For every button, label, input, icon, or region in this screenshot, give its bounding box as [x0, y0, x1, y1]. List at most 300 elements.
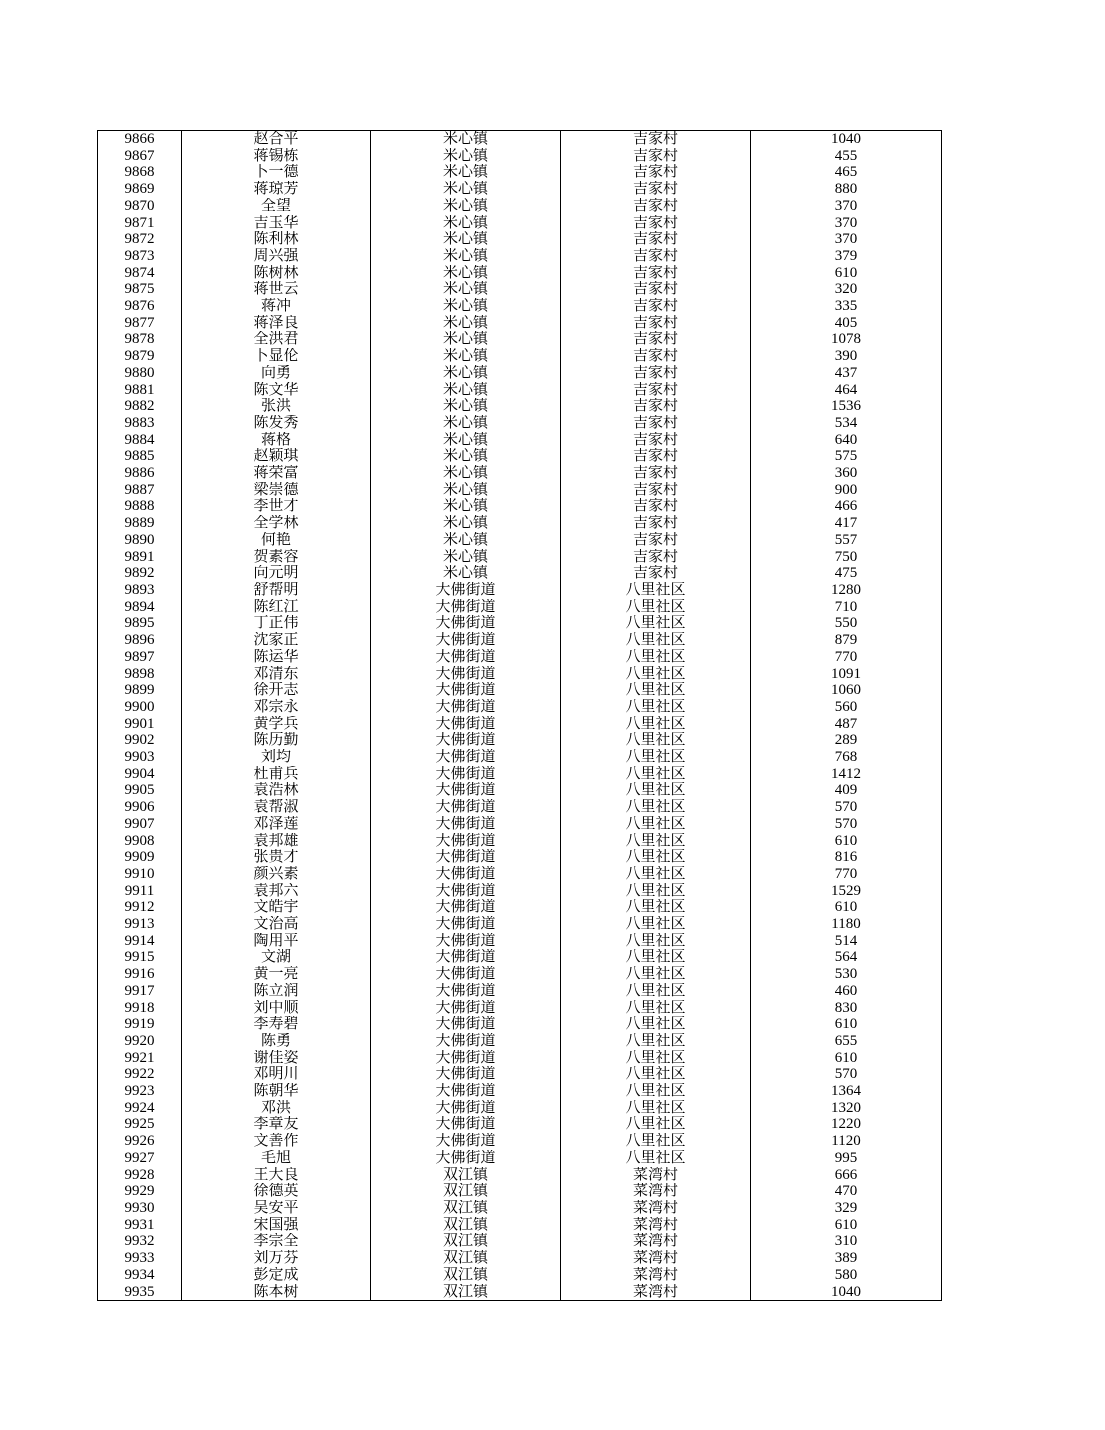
village-cell: 吉家村 — [561, 432, 751, 449]
name-cell: 赵合平 — [182, 131, 371, 148]
amount-cell: 570 — [751, 1066, 942, 1083]
village-cell: 菜湾村 — [561, 1217, 751, 1234]
table-row — [98, 315, 942, 332]
village-cell: 八里社区 — [561, 615, 751, 632]
town-cell: 大佛街道 — [371, 632, 561, 649]
town-cell: 大佛街道 — [371, 682, 561, 699]
town-cell: 米心镇 — [371, 415, 561, 432]
row-number-cell: 9906 — [98, 799, 182, 816]
amount-cell: 1078 — [751, 331, 942, 348]
village-cell: 八里社区 — [561, 732, 751, 749]
amount-cell: 550 — [751, 615, 942, 632]
town-cell: 大佛街道 — [371, 799, 561, 816]
table-row — [98, 1000, 942, 1017]
town-cell: 大佛街道 — [371, 849, 561, 866]
town-cell: 米心镇 — [371, 315, 561, 332]
village-cell: 八里社区 — [561, 1016, 751, 1033]
village-cell: 吉家村 — [561, 315, 751, 332]
name-cell: 陈朝华 — [182, 1083, 371, 1100]
amount-cell: 575 — [751, 448, 942, 465]
amount-cell: 409 — [751, 782, 942, 799]
row-number-cell: 9902 — [98, 732, 182, 749]
village-cell: 吉家村 — [561, 164, 751, 181]
name-cell: 全洪君 — [182, 331, 371, 348]
village-cell: 吉家村 — [561, 265, 751, 282]
name-cell: 彭定成 — [182, 1267, 371, 1284]
town-cell: 米心镇 — [371, 281, 561, 298]
name-cell: 邓泽莲 — [182, 816, 371, 833]
amount-cell: 1040 — [751, 131, 942, 148]
name-cell: 全学林 — [182, 515, 371, 532]
amount-cell: 580 — [751, 1267, 942, 1284]
name-cell: 徐德英 — [182, 1183, 371, 1200]
row-number-cell: 9869 — [98, 181, 182, 198]
village-cell: 八里社区 — [561, 849, 751, 866]
name-cell: 蒋世云 — [182, 281, 371, 298]
amount-cell: 475 — [751, 565, 942, 582]
name-cell: 蒋锡栋 — [182, 148, 371, 165]
table-row — [98, 716, 942, 733]
amount-cell: 417 — [751, 515, 942, 532]
amount-cell: 879 — [751, 632, 942, 649]
village-cell: 八里社区 — [561, 1100, 751, 1117]
village-cell: 八里社区 — [561, 682, 751, 699]
name-cell: 陈树林 — [182, 265, 371, 282]
town-cell: 大佛街道 — [371, 615, 561, 632]
village-cell: 吉家村 — [561, 281, 751, 298]
name-cell: 袁邦六 — [182, 883, 371, 900]
name-cell: 文治高 — [182, 916, 371, 933]
name-cell: 丁正伟 — [182, 615, 371, 632]
village-cell: 八里社区 — [561, 966, 751, 983]
name-cell: 黄一亮 — [182, 966, 371, 983]
row-number-cell: 9927 — [98, 1150, 182, 1167]
name-cell: 刘均 — [182, 749, 371, 766]
table-row — [98, 1250, 942, 1267]
village-cell: 八里社区 — [561, 1000, 751, 1017]
row-number-cell: 9873 — [98, 248, 182, 265]
table-row — [98, 398, 942, 415]
town-cell: 大佛街道 — [371, 1100, 561, 1117]
village-cell: 八里社区 — [561, 782, 751, 799]
town-cell: 大佛街道 — [371, 1133, 561, 1150]
row-number-cell: 9914 — [98, 933, 182, 950]
table-row — [98, 766, 942, 783]
town-cell: 双江镇 — [371, 1267, 561, 1284]
name-cell: 陈红江 — [182, 599, 371, 616]
name-cell: 卜显伦 — [182, 348, 371, 365]
name-cell: 舒帮明 — [182, 582, 371, 599]
village-cell: 八里社区 — [561, 716, 751, 733]
name-cell: 卜一德 — [182, 164, 371, 181]
town-cell: 大佛街道 — [371, 833, 561, 850]
table-row — [98, 382, 942, 399]
name-cell: 蒋格 — [182, 432, 371, 449]
name-cell: 陈本树 — [182, 1284, 371, 1301]
name-cell: 全望 — [182, 198, 371, 215]
village-cell: 八里社区 — [561, 1150, 751, 1167]
name-cell: 蒋泽良 — [182, 315, 371, 332]
town-cell: 大佛街道 — [371, 1050, 561, 1067]
row-number-cell: 9883 — [98, 415, 182, 432]
table-row — [98, 966, 942, 983]
table-row — [98, 498, 942, 515]
name-cell: 袁浩林 — [182, 782, 371, 799]
name-cell: 向勇 — [182, 365, 371, 382]
table-row — [98, 1200, 942, 1217]
village-cell: 菜湾村 — [561, 1267, 751, 1284]
town-cell: 米心镇 — [371, 498, 561, 515]
amount-cell: 534 — [751, 415, 942, 432]
village-cell: 吉家村 — [561, 549, 751, 566]
amount-cell: 570 — [751, 816, 942, 833]
town-cell: 米心镇 — [371, 198, 561, 215]
town-cell: 双江镇 — [371, 1183, 561, 1200]
row-number-cell: 9903 — [98, 749, 182, 766]
village-cell: 吉家村 — [561, 198, 751, 215]
town-cell: 双江镇 — [371, 1200, 561, 1217]
row-number-cell: 9901 — [98, 716, 182, 733]
row-number-cell: 9877 — [98, 315, 182, 332]
table-row — [98, 1233, 942, 1250]
table-row — [98, 432, 942, 449]
amount-cell: 487 — [751, 716, 942, 733]
amount-cell: 640 — [751, 432, 942, 449]
amount-cell: 370 — [751, 198, 942, 215]
town-cell: 米心镇 — [371, 265, 561, 282]
town-cell: 大佛街道 — [371, 782, 561, 799]
row-number-cell: 9889 — [98, 515, 182, 532]
row-number-cell: 9900 — [98, 699, 182, 716]
row-number-cell: 9932 — [98, 1233, 182, 1250]
table-body — [98, 131, 942, 1301]
row-number-cell: 9893 — [98, 582, 182, 599]
name-cell: 陈发秀 — [182, 415, 371, 432]
table-row — [98, 1267, 942, 1284]
town-cell: 大佛街道 — [371, 599, 561, 616]
table-row — [98, 1150, 942, 1167]
row-number-cell: 9875 — [98, 281, 182, 298]
village-cell: 八里社区 — [561, 799, 751, 816]
town-cell: 米心镇 — [371, 398, 561, 415]
amount-cell: 370 — [751, 231, 942, 248]
name-cell: 张洪 — [182, 398, 371, 415]
table-row — [98, 749, 942, 766]
name-cell: 赵颖琪 — [182, 448, 371, 465]
town-cell: 米心镇 — [371, 331, 561, 348]
village-cell: 吉家村 — [561, 298, 751, 315]
table-row — [98, 866, 942, 883]
village-cell: 八里社区 — [561, 699, 751, 716]
village-cell: 吉家村 — [561, 532, 751, 549]
town-cell: 大佛街道 — [371, 916, 561, 933]
town-cell: 大佛街道 — [371, 983, 561, 1000]
table-row — [98, 883, 942, 900]
row-number-cell: 9928 — [98, 1167, 182, 1184]
amount-cell: 310 — [751, 1233, 942, 1250]
name-cell: 陈文华 — [182, 382, 371, 399]
village-cell: 八里社区 — [561, 833, 751, 850]
row-number-cell: 9920 — [98, 1033, 182, 1050]
amount-cell: 405 — [751, 315, 942, 332]
row-number-cell: 9890 — [98, 532, 182, 549]
village-cell: 八里社区 — [561, 1116, 751, 1133]
name-cell: 梁崇德 — [182, 482, 371, 499]
village-cell: 八里社区 — [561, 582, 751, 599]
town-cell: 双江镇 — [371, 1284, 561, 1301]
row-number-cell: 9888 — [98, 498, 182, 515]
table-row — [98, 899, 942, 916]
row-number-cell: 9876 — [98, 298, 182, 315]
row-number-cell: 9881 — [98, 382, 182, 399]
town-cell: 大佛街道 — [371, 866, 561, 883]
row-number-cell: 9926 — [98, 1133, 182, 1150]
name-cell: 刘万芬 — [182, 1250, 371, 1267]
village-cell: 菜湾村 — [561, 1183, 751, 1200]
amount-cell: 710 — [751, 599, 942, 616]
name-cell: 王大良 — [182, 1167, 371, 1184]
name-cell: 李世才 — [182, 498, 371, 515]
town-cell: 米心镇 — [371, 549, 561, 566]
name-cell: 刘中顺 — [182, 1000, 371, 1017]
village-cell: 吉家村 — [561, 482, 751, 499]
amount-cell: 770 — [751, 866, 942, 883]
town-cell: 大佛街道 — [371, 1066, 561, 1083]
row-number-cell: 9911 — [98, 883, 182, 900]
table-row — [98, 131, 942, 148]
row-number-cell: 9921 — [98, 1050, 182, 1067]
row-number-cell: 9887 — [98, 482, 182, 499]
table-row — [98, 164, 942, 181]
village-cell: 菜湾村 — [561, 1233, 751, 1250]
table-row — [98, 615, 942, 632]
row-number-cell: 9912 — [98, 899, 182, 916]
amount-cell: 1040 — [751, 1284, 942, 1301]
town-cell: 大佛街道 — [371, 582, 561, 599]
table-row — [98, 933, 942, 950]
town-cell: 双江镇 — [371, 1233, 561, 1250]
row-number-cell: 9897 — [98, 649, 182, 666]
row-number-cell: 9930 — [98, 1200, 182, 1217]
amount-cell: 514 — [751, 933, 942, 950]
amount-cell: 750 — [751, 549, 942, 566]
amount-cell: 900 — [751, 482, 942, 499]
village-cell: 八里社区 — [561, 632, 751, 649]
table-row — [98, 198, 942, 215]
row-number-cell: 9933 — [98, 1250, 182, 1267]
village-cell: 八里社区 — [561, 666, 751, 683]
amount-cell: 610 — [751, 1217, 942, 1234]
table-row — [98, 816, 942, 833]
town-cell: 米心镇 — [371, 298, 561, 315]
table-row — [98, 916, 942, 933]
town-cell: 米心镇 — [371, 382, 561, 399]
row-number-cell: 9935 — [98, 1284, 182, 1301]
amount-cell: 830 — [751, 1000, 942, 1017]
name-cell: 李寿碧 — [182, 1016, 371, 1033]
row-number-cell: 9913 — [98, 916, 182, 933]
table-row — [98, 582, 942, 599]
town-cell: 大佛街道 — [371, 1083, 561, 1100]
town-cell: 双江镇 — [371, 1217, 561, 1234]
town-cell: 米心镇 — [371, 215, 561, 232]
amount-cell: 816 — [751, 849, 942, 866]
amount-cell: 995 — [751, 1150, 942, 1167]
name-cell: 吉玉华 — [182, 215, 371, 232]
row-number-cell: 9898 — [98, 666, 182, 683]
row-number-cell: 9899 — [98, 682, 182, 699]
village-cell: 八里社区 — [561, 816, 751, 833]
amount-cell: 570 — [751, 799, 942, 816]
row-number-cell: 9885 — [98, 448, 182, 465]
table-row — [98, 983, 942, 1000]
amount-cell: 455 — [751, 148, 942, 165]
table-row — [98, 482, 942, 499]
amount-cell: 768 — [751, 749, 942, 766]
table-row — [98, 1167, 942, 1184]
name-cell: 颜兴素 — [182, 866, 371, 883]
village-cell: 吉家村 — [561, 248, 751, 265]
name-cell: 沈家正 — [182, 632, 371, 649]
amount-cell: 1091 — [751, 666, 942, 683]
row-number-cell: 9915 — [98, 949, 182, 966]
table-row — [98, 248, 942, 265]
table-row — [98, 649, 942, 666]
name-cell: 徐开志 — [182, 682, 371, 699]
town-cell: 大佛街道 — [371, 883, 561, 900]
amount-cell: 437 — [751, 365, 942, 382]
town-cell: 米心镇 — [371, 515, 561, 532]
town-cell: 大佛街道 — [371, 699, 561, 716]
amount-cell: 655 — [751, 1033, 942, 1050]
table-row — [98, 549, 942, 566]
row-number-cell: 9934 — [98, 1267, 182, 1284]
name-cell: 袁邦雄 — [182, 833, 371, 850]
name-cell: 李章友 — [182, 1116, 371, 1133]
village-cell: 吉家村 — [561, 181, 751, 198]
town-cell: 大佛街道 — [371, 933, 561, 950]
name-cell: 周兴强 — [182, 248, 371, 265]
name-cell: 陈历勤 — [182, 732, 371, 749]
name-cell: 宋国强 — [182, 1217, 371, 1234]
village-cell: 菜湾村 — [561, 1250, 751, 1267]
row-number-cell: 9923 — [98, 1083, 182, 1100]
village-cell: 吉家村 — [561, 331, 751, 348]
row-number-cell: 9886 — [98, 465, 182, 482]
amount-cell: 560 — [751, 699, 942, 716]
table-row — [98, 281, 942, 298]
village-cell: 八里社区 — [561, 883, 751, 900]
amount-cell: 466 — [751, 498, 942, 515]
name-cell: 蒋琼芳 — [182, 181, 371, 198]
town-cell: 米心镇 — [371, 432, 561, 449]
amount-cell: 379 — [751, 248, 942, 265]
amount-cell: 289 — [751, 732, 942, 749]
row-number-cell: 9871 — [98, 215, 182, 232]
row-number-cell: 9894 — [98, 599, 182, 616]
town-cell: 大佛街道 — [371, 716, 561, 733]
table-row — [98, 1016, 942, 1033]
table-row — [98, 181, 942, 198]
name-cell: 陈运华 — [182, 649, 371, 666]
table-row — [98, 465, 942, 482]
amount-cell: 610 — [751, 1016, 942, 1033]
amount-cell: 1536 — [751, 398, 942, 415]
town-cell: 米心镇 — [371, 565, 561, 582]
village-cell: 八里社区 — [561, 916, 751, 933]
village-cell: 八里社区 — [561, 1033, 751, 1050]
table-row — [98, 231, 942, 248]
name-cell: 贺素容 — [182, 549, 371, 566]
table-row — [98, 215, 942, 232]
table-row — [98, 1033, 942, 1050]
village-cell: 八里社区 — [561, 866, 751, 883]
village-cell: 吉家村 — [561, 565, 751, 582]
town-cell: 米心镇 — [371, 465, 561, 482]
table-row — [98, 532, 942, 549]
town-cell: 大佛街道 — [371, 749, 561, 766]
village-cell: 吉家村 — [561, 415, 751, 432]
village-cell: 菜湾村 — [561, 1167, 751, 1184]
town-cell: 大佛街道 — [371, 899, 561, 916]
table-row — [98, 666, 942, 683]
village-cell: 吉家村 — [561, 515, 751, 532]
row-number-cell: 9872 — [98, 231, 182, 248]
row-number-cell: 9904 — [98, 766, 182, 783]
table-row — [98, 515, 942, 532]
town-cell: 米心镇 — [371, 131, 561, 148]
village-cell: 八里社区 — [561, 649, 751, 666]
town-cell: 米心镇 — [371, 248, 561, 265]
village-cell: 吉家村 — [561, 231, 751, 248]
village-cell: 八里社区 — [561, 1133, 751, 1150]
village-cell: 八里社区 — [561, 899, 751, 916]
amount-cell: 1412 — [751, 766, 942, 783]
row-number-cell: 9891 — [98, 549, 182, 566]
table-row — [98, 1100, 942, 1117]
name-cell: 何艳 — [182, 532, 371, 549]
village-cell: 吉家村 — [561, 215, 751, 232]
village-cell: 八里社区 — [561, 983, 751, 1000]
amount-cell: 1220 — [751, 1116, 942, 1133]
village-cell: 吉家村 — [561, 382, 751, 399]
town-cell: 米心镇 — [371, 348, 561, 365]
row-number-cell: 9916 — [98, 966, 182, 983]
amount-cell: 1280 — [751, 582, 942, 599]
row-number-cell: 9925 — [98, 1116, 182, 1133]
table-row — [98, 1083, 942, 1100]
town-cell: 米心镇 — [371, 532, 561, 549]
village-cell: 菜湾村 — [561, 1200, 751, 1217]
table-row — [98, 1050, 942, 1067]
row-number-cell: 9866 — [98, 131, 182, 148]
amount-cell: 1364 — [751, 1083, 942, 1100]
amount-cell: 666 — [751, 1167, 942, 1184]
row-number-cell: 9868 — [98, 164, 182, 181]
town-cell: 双江镇 — [371, 1250, 561, 1267]
village-cell: 八里社区 — [561, 766, 751, 783]
village-cell: 八里社区 — [561, 933, 751, 950]
name-cell: 谢佳姿 — [182, 1050, 371, 1067]
row-number-cell: 9924 — [98, 1100, 182, 1117]
amount-cell: 465 — [751, 164, 942, 181]
row-number-cell: 9905 — [98, 782, 182, 799]
village-cell: 八里社区 — [561, 1066, 751, 1083]
name-cell: 陈利林 — [182, 231, 371, 248]
village-cell: 吉家村 — [561, 148, 751, 165]
amount-cell: 610 — [751, 833, 942, 850]
row-number-cell: 9884 — [98, 432, 182, 449]
